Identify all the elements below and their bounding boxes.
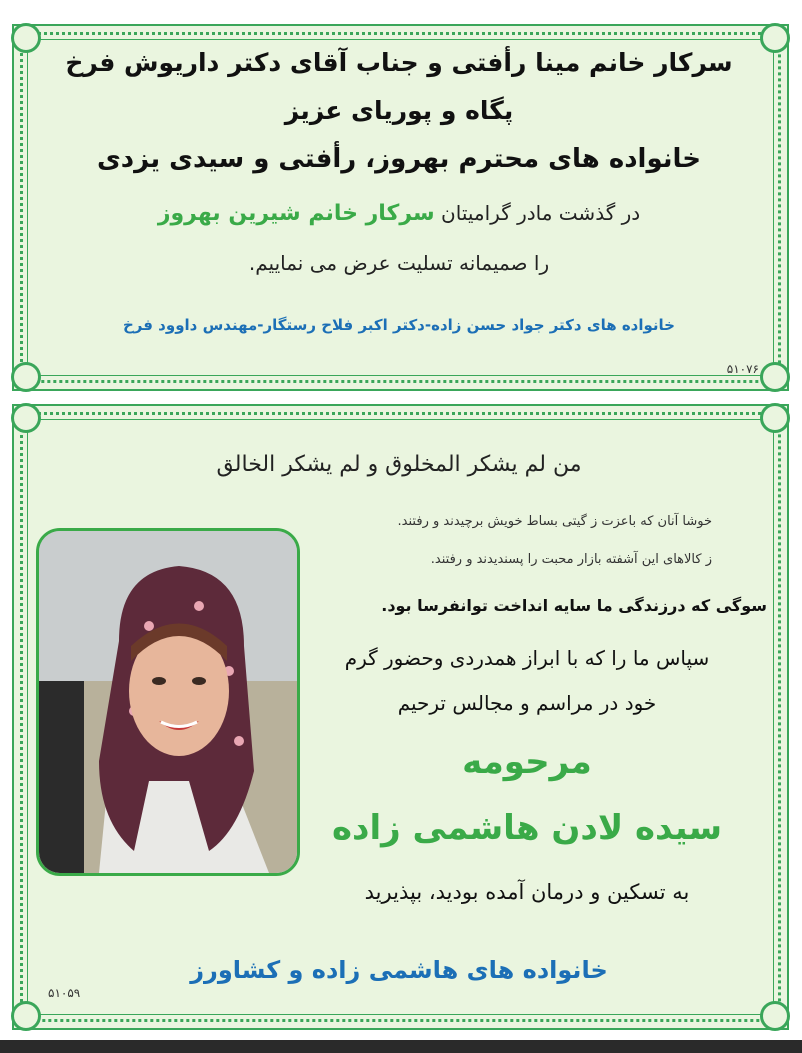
condolence-message: را صمیمانه تسلیت عرض می نماییم.	[248, 251, 550, 275]
sorrow-line: سوگی که درزندگی ما سایه انداخت توانفرسا بود.	[381, 596, 767, 615]
poem-line-2: ز کالاهای این آشفته بازار محبت را پسندیدند و رفتند.	[430, 552, 712, 567]
family-signature: خانواده های هاشمی زاده و کشاورز	[190, 956, 608, 984]
ornament-corner	[760, 362, 790, 392]
deceased-title: مرحومه	[462, 742, 592, 782]
ornament-corner	[760, 1001, 790, 1031]
page-footer-bar	[0, 1040, 802, 1053]
ornament-corner	[11, 1001, 41, 1031]
families-line: خانواده های محترم بهروز، رأفتی و سیدی یزدی	[96, 144, 702, 174]
portrait-illustration	[39, 531, 297, 873]
condolence-ad-1	[12, 24, 789, 391]
ad1-signature: خانواده های دکتر جواد حسن زاده-دکتر اکبر فلاح رستگار-مهندس داوود فرخ	[123, 316, 675, 334]
recipients-children-line: پگاه و پوریای عزیز	[284, 96, 514, 125]
deceased-name: سیده لادن هاشمی زاده	[331, 808, 723, 848]
ornament-corner	[11, 362, 41, 392]
ornament-corner	[760, 23, 790, 53]
poem-line-1: خوشا آنان که باعزت ز گیتی بساط خویش برچیدند و رفتند.	[397, 514, 712, 529]
condolence-ad-2	[12, 404, 789, 1030]
recipients-line: سرکار خانم مینا رأفتی و جناب آقای دکتر داریوش فرخ	[65, 48, 733, 77]
condolence-reason-line	[35, 201, 763, 226]
ornament-corner	[11, 23, 41, 53]
thanks-line-2: خود در مراسم و مجالس ترحیم	[397, 691, 657, 715]
arabic-quote: من لم یشکر المخلوق و لم یشکر الخالق	[216, 452, 582, 477]
ornament-corner	[760, 403, 790, 433]
deceased-name: سرکار خانم شیرین بهروز	[157, 201, 435, 226]
thanks-line-1: سپاس ما را که با ابراز همدردی وحضور گرم	[344, 646, 710, 670]
closing-line: به تسکین و درمان آمده بودید، بپذیرید	[364, 880, 690, 904]
ornament-corner	[11, 403, 41, 433]
ad1-code: ۵۱۰۷۶	[726, 362, 759, 376]
deceased-photo	[36, 528, 300, 876]
ad2-code: ۵۱۰۵۹	[48, 986, 81, 1000]
condolence-prefix: در گذشت مادر گرامیتان	[441, 201, 641, 225]
